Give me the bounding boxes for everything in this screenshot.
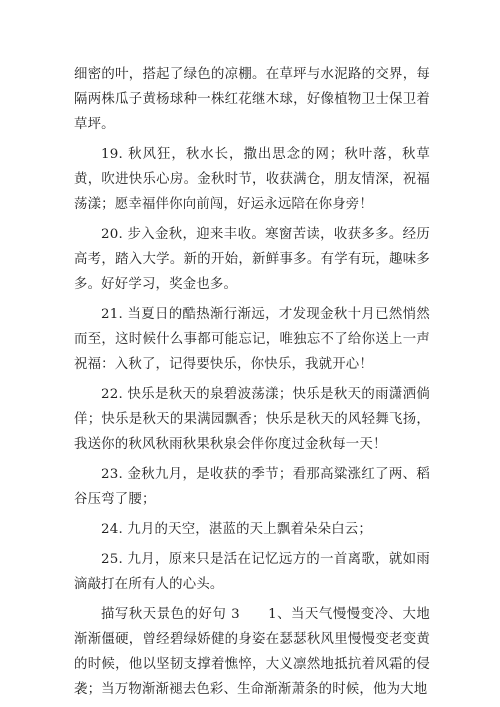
- paragraph-23: 23. 金秋九月，是收获的季节；看那高粱涨红了两、稻谷压弯了腰；: [74, 467, 430, 507]
- paragraph-section-3: 描写秋天景色的好句 3 1、当天气慢慢变冷、大地渐渐僵硬，曾经碧绿娇健的身姿在瑟瑟秋风里慢慢变老变黄的时候，他以坚韧支撑着憔悴，大义凛然地抵抗着风霜的侵袭；当万物渐渐褪去色彩、生命渐渐萧条的时候，他为大地: [74, 607, 430, 697]
- paragraph-22: 22. 快乐是秋天的泉碧波荡漾；快乐是秋天的雨潇洒倘佯；快乐是秋天的果满园飘香；快乐是秋天的风轻舞飞扬，我送你的秋风秋雨秋果秋泉会伴你度过金秋每一天！: [74, 387, 430, 452]
- paragraph-25: 25. 九月，原来只是活在记忆远方的一首离歌，就如雨滴敲打在所有人的心头。: [74, 552, 430, 592]
- paragraph-19: 19. 秋风狂，秋水长，撒出思念的网；秋叶落，秋草黄，吹进快乐心房。金秋时节，收获满仓，朋友情深，祝福荡漾；愿幸福伴你向前闯，好运永远陪在你身旁！: [74, 147, 430, 212]
- paragraph-24: 24. 九月的天空，湛蓝的天上飘着朵朵白云；: [101, 522, 372, 537]
- paragraph-continued: 细密的叶，搭起了绿色的凉棚。在草坪与水泥路的交界，每隔两株瓜子黄杨球种一株红花继木球，好像植物卫士保卫着草坪。: [74, 67, 430, 132]
- paragraph-21: 21. 当夏日的酷热渐行渐远，才发现金秋十月已然悄然而至，这时候什么事都可能忘记，唯独忘不了给你送上一声祝福：入秋了，记得要快乐，你快乐，我就开心！: [74, 307, 430, 372]
- paragraph-20: 20. 步入金秋，迎来丰收。寒窗苦读，收获多多。经历高考，踏入大学。新的开始，新鲜事多。有学有玩，趣味多多。好好学习，奖金也多。: [74, 227, 430, 292]
